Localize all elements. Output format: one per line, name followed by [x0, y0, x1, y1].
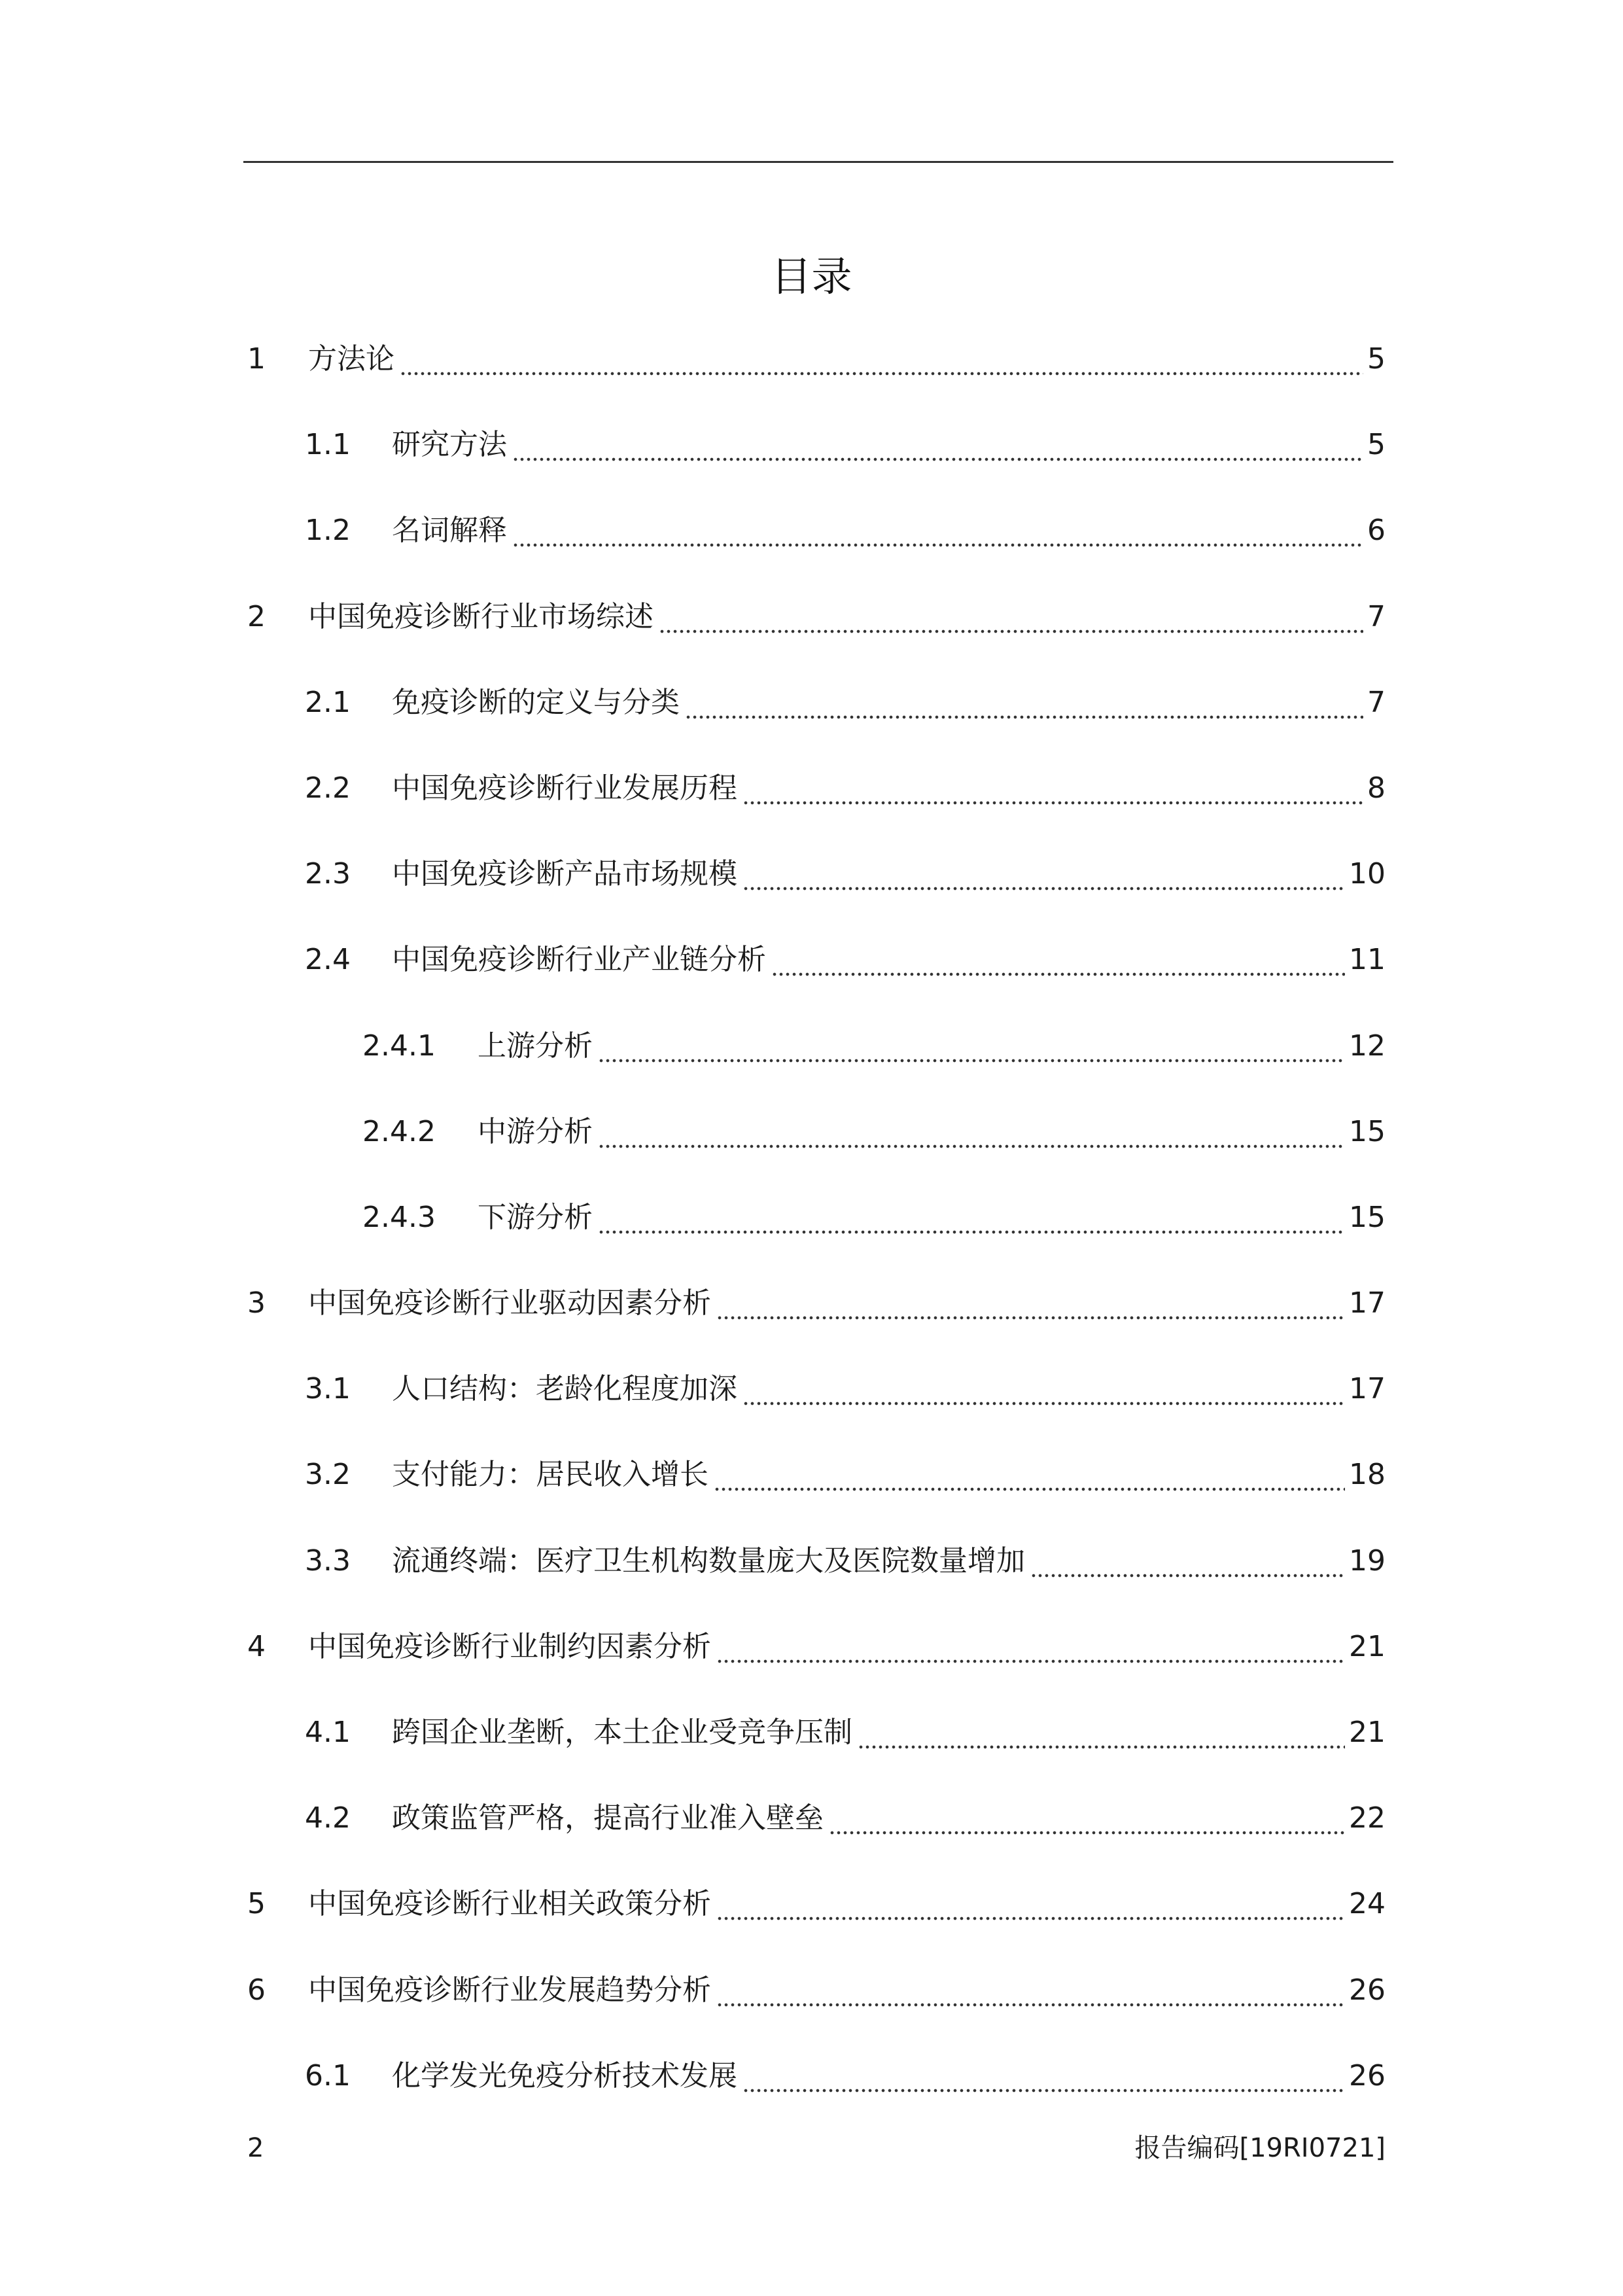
toc-entry-page: 22 — [1349, 1801, 1386, 1835]
toc-entry-page: 7 — [1367, 685, 1386, 719]
toc-entry-page: 8 — [1367, 771, 1386, 805]
toc-entry[interactable] — [243, 1360, 1393, 1445]
toc-entry-number: 6.1 — [305, 2058, 351, 2093]
page-footer — [243, 2119, 1393, 2178]
toc-entry-number: 3.1 — [305, 1372, 351, 1406]
toc-entry-number: 3.2 — [305, 1458, 351, 1492]
toc-dot-leader — [1030, 1532, 1345, 1591]
header-rule — [243, 161, 1393, 163]
toc-entry-page: 21 — [1349, 1629, 1386, 1663]
toc-dot-leader — [716, 1617, 1345, 1676]
toc-entry-number: 2.4 — [305, 943, 351, 977]
toc-entry-number: 4.2 — [305, 1801, 351, 1835]
toc-dot-leader — [714, 1445, 1345, 1504]
toc-entry-title: 中游分析 — [478, 1114, 593, 1148]
toc-entry-title: 流通终端：医疗卫生机构数量庞大及医院数量增加 — [392, 1544, 1025, 1578]
toc-entry-page: 5 — [1367, 342, 1386, 376]
toc-entry-number: 1 — [247, 342, 266, 376]
toc-entry-title: 下游分析 — [478, 1200, 593, 1234]
toc-entry[interactable] — [243, 1017, 1393, 1103]
toc-entry-title: 中国免疫诊断行业产业链分析 — [392, 943, 766, 977]
toc-entry-title: 中国免疫诊断产品市场规模 — [392, 857, 737, 891]
toc-entry[interactable] — [243, 1188, 1393, 1274]
toc-entry[interactable] — [243, 1789, 1393, 1875]
toc-entry-title: 中国免疫诊断行业制约因素分析 — [308, 1629, 711, 1663]
toc-entry-number: 5 — [247, 1887, 266, 1921]
toc-entry[interactable] — [243, 930, 1393, 1016]
toc-entry[interactable] — [243, 330, 1393, 415]
toc-entry-number: 6 — [247, 1973, 266, 2007]
toc-entry-title: 中国免疫诊断行业市场综述 — [308, 599, 654, 633]
toc-entry[interactable] — [243, 845, 1393, 930]
toc-entry-number: 4.1 — [305, 1716, 351, 1749]
toc-entry[interactable] — [243, 673, 1393, 759]
toc-dot-leader — [598, 1103, 1345, 1161]
toc-entry-title: 支付能力：居民收入增长 — [392, 1458, 708, 1492]
toc-entry[interactable] — [243, 1532, 1393, 1617]
toc-entry[interactable] — [243, 1445, 1393, 1531]
toc-entry-number: 2.2 — [305, 771, 351, 805]
toc-entry[interactable] — [243, 1103, 1393, 1188]
toc-dot-leader — [512, 501, 1363, 560]
toc-entry-page: 11 — [1349, 943, 1386, 977]
toc-dot-leader — [400, 330, 1363, 389]
toc-dot-leader — [659, 588, 1363, 646]
toc-dot-leader — [829, 1789, 1345, 1848]
toc-entry-page: 6 — [1367, 514, 1386, 548]
toc-entry-page: 18 — [1349, 1458, 1386, 1492]
toc-dot-leader — [512, 415, 1363, 474]
toc-entry-page: 24 — [1349, 1887, 1386, 1921]
toc-entry[interactable] — [243, 501, 1393, 587]
toc-entry-page: 12 — [1349, 1029, 1386, 1063]
toc-entry-title: 中国免疫诊断行业相关政策分析 — [308, 1887, 711, 1921]
toc-entry[interactable] — [243, 759, 1393, 845]
toc-entry[interactable] — [243, 588, 1393, 673]
toc-dot-leader — [685, 673, 1363, 732]
toc-entry-number: 1.1 — [305, 428, 351, 462]
toc-entry-number: 2.1 — [305, 685, 351, 719]
toc-entry-number: 4 — [247, 1629, 266, 1663]
toc-entry-title: 跨国企业垄断，本土企业受竞争压制 — [392, 1716, 852, 1749]
toc-dot-leader — [742, 759, 1363, 818]
toc-entry[interactable] — [243, 415, 1393, 501]
toc-dot-leader — [742, 2047, 1345, 2106]
toc-entry-number: 3.3 — [305, 1544, 351, 1578]
toc-entry-title: 上游分析 — [478, 1029, 593, 1063]
table-of-contents — [243, 330, 1393, 2132]
toc-entry-title: 中国免疫诊断行业发展趋势分析 — [308, 1973, 711, 2007]
toc-entry-title: 人口结构：老龄化程度加深 — [392, 1372, 737, 1406]
toc-entry-number: 2.4.1 — [362, 1029, 436, 1063]
toc-entry-title: 研究方法 — [392, 428, 507, 462]
toc-entry-title: 名词解释 — [392, 514, 507, 548]
toc-entry-page: 15 — [1349, 1200, 1386, 1234]
toc-entry-number: 3 — [247, 1286, 266, 1320]
toc-entry[interactable] — [243, 1703, 1393, 1789]
toc-dot-leader — [716, 1961, 1345, 2020]
toc-entry[interactable] — [243, 1961, 1393, 2047]
toc-entry-number: 2.4.3 — [362, 1200, 436, 1234]
toc-entry-page: 21 — [1349, 1716, 1386, 1749]
toc-entry-page: 15 — [1349, 1114, 1386, 1148]
toc-entry-page: 26 — [1349, 1973, 1386, 2007]
footer-report-code: 报告编码[19RI0721] — [1134, 2133, 1386, 2163]
toc-entry-title: 中国免疫诊断行业驱动因素分析 — [308, 1286, 711, 1320]
toc-entry-title: 方法论 — [308, 342, 394, 376]
toc-entry-page: 17 — [1349, 1286, 1386, 1320]
toc-entry-number: 2 — [247, 599, 266, 633]
toc-entry[interactable] — [243, 1617, 1393, 1703]
toc-dot-leader — [716, 1274, 1345, 1333]
toc-entry-number: 2.3 — [305, 857, 351, 891]
toc-heading: 目录 — [771, 253, 852, 300]
toc-entry-title: 中国免疫诊断行业发展历程 — [392, 771, 737, 805]
toc-dot-leader — [598, 1017, 1345, 1076]
toc-dot-leader — [742, 845, 1345, 904]
toc-entry-page: 19 — [1349, 1544, 1386, 1578]
toc-entry[interactable] — [243, 1875, 1393, 1960]
toc-entry[interactable] — [243, 1274, 1393, 1360]
toc-dot-leader — [598, 1188, 1345, 1247]
toc-dot-leader — [858, 1703, 1345, 1762]
toc-entry-page: 7 — [1367, 599, 1386, 633]
toc-entry-title: 免疫诊断的定义与分类 — [392, 685, 680, 719]
toc-entry-page: 17 — [1349, 1372, 1386, 1406]
toc-dot-leader — [716, 1875, 1345, 1934]
toc-dot-leader — [771, 930, 1345, 989]
toc-entry-page: 10 — [1349, 857, 1386, 891]
footer-page-number: 2 — [247, 2133, 264, 2163]
toc-entry-page: 26 — [1349, 2058, 1386, 2093]
toc-entry-title: 化学发光免疫分析技术发展 — [392, 2058, 737, 2093]
toc-dot-leader — [742, 1360, 1345, 1419]
toc-entry-page: 5 — [1367, 428, 1386, 462]
toc-entry-number: 1.2 — [305, 514, 351, 548]
toc-entry-number: 2.4.2 — [362, 1114, 436, 1148]
toc-entry-title: 政策监管严格，提高行业准入壁垒 — [392, 1801, 824, 1835]
